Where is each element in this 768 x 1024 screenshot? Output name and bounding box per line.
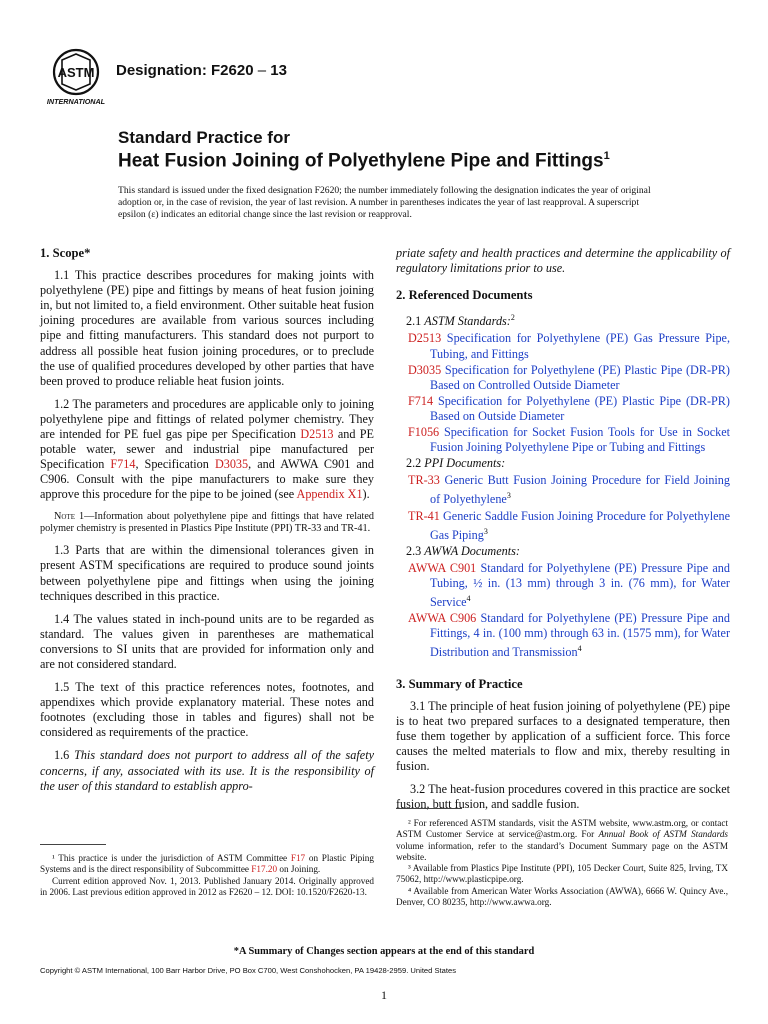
summary-of-changes-note: *A Summary of Changes section appears at the end of this standard [233, 946, 535, 957]
footnote-3: ³ Available from Plastics Pipe Institute (PPI), 105 Decker Court, Suite 825, Irving, TX 75062, http://www.plasticpipe.org. [396, 863, 728, 885]
footnote-marker: 2 [510, 313, 515, 323]
text-span: ² For referenced ASTM standards, visit the ASTM website, www.astm.org, or contact ASTM Customer Service at service@astm.org. For [396, 818, 728, 840]
text-span: 2.3 [406, 543, 425, 558]
section-heading-scope: 1. Scope* [40, 246, 91, 260]
subsection-awwa-documents [406, 544, 730, 559]
link-d2513[interactable]: D2513 [300, 427, 334, 442]
reference-item [408, 425, 730, 455]
footnote-marker: 3 [506, 491, 511, 501]
intro-paragraph: This standard is issued under the fixed designation F2620; the number immediately following the designation indicates the year of original adoption or, in the case of revision, the year of last revision. A number in parentheses indicates the year of last reapproval. A superscript epsilon (ε) indicates an editorial change since the last revision or reapproval. [118, 185, 651, 220]
reference-code-link[interactable]: AWWA C901 [408, 560, 477, 575]
footnote-1-edition: Current edition approved Nov. 1, 2013. Published January 2014. Originally approved in 2006. Last previous edition approved in 2012 as F2620 – 12. DOI: 10.1520/F2620-13. [40, 875, 374, 897]
section-heading-referenced-documents: 2. Referenced Documents [396, 288, 533, 303]
text-span-italic: This standard does not purport to address all of the safety concerns, if any, associated with its use. It is the responsibility of the user of this standard to establish appro- [40, 748, 374, 793]
text-span: on Plastic Piping Systems and is the direct responsibility of Subcommittee [40, 853, 374, 875]
subsection-ppi-documents [406, 456, 730, 471]
reference-item [408, 611, 730, 660]
text-span: ¹ This practice is under the jurisdiction of ASTM Committee [52, 853, 291, 863]
reference-code-link[interactable]: F714 [408, 393, 434, 408]
paragraph-3-1: 3.1 The principle of heat fusion joining of polyethylene (PE) pipe is to heat two prepared surfaces to a designated temperature, then fuse them together by application of a sufficient force. This force causes the melted materials to flow and mix, thereby resulting in fusion. [396, 698, 730, 774]
paragraph-1-5: 1.5 The text of this practice references notes, footnotes, and appendixes which provide explanatory material. These notes and footnotes (excluding those in tables and figures) shall not be considered as requirements of the practice. [40, 680, 374, 740]
footnote-marker: 4 [466, 594, 471, 604]
text-span: ). [362, 487, 370, 502]
awwa-reference-list [396, 561, 730, 661]
reference-title-link[interactable]: Standard for Polyethylene (PE) Pressure Pipe and Fittings, 4 in. (100 mm) through 63 in. (1575 mm), for Water Distribution and Transmission [430, 611, 730, 660]
ppi-reference-list [396, 473, 730, 543]
footnote-2 [396, 818, 728, 863]
designation-separator: – [253, 62, 271, 79]
reference-item [408, 394, 730, 424]
reference-item [408, 331, 730, 361]
footnote-marker: 4 [577, 644, 582, 654]
reference-title-link[interactable]: Specification for Polyethylene (PE) Plastic Pipe (DR-PR) Based on Outside Diameter [430, 393, 730, 423]
text-span-italic: AWWA Documents: [424, 543, 520, 558]
text-span: 2.2 [406, 456, 425, 471]
link-appendix-x1[interactable]: Appendix X1 [296, 487, 363, 502]
text-span: , Specification [135, 457, 215, 472]
text-span-italic: Annual Book of ASTM Standards [598, 829, 728, 840]
paragraph-1-1: 1.1 This practice describes procedures for making joints with polyethylene (PE) pipe and fittings by means of heat fusion joining in, but not limited to, a field environment. Other suitable heat fusion joining procedures are available from various sources including pipe and fitting manufacturers. This standard does not purport to address all possible heat fusion joining procedures, or to preclude the use of qualified procedures developed by other parties that have been proved to produce reliable heat fusion joints. [40, 268, 374, 388]
reference-title-link[interactable]: Generic Saddle Fusion Joining Procedure for Polyethylene Gas Piping [430, 508, 730, 542]
copyright-notice: Copyright © ASTM International, 100 Barr Harbor Drive, PO Box C700, West Conshohocken, PA 19428-2959. United States [40, 966, 457, 975]
paragraph-1-3: 1.3 Parts that are within the dimensional tolerances given in present ASTM specifications are required to produce sound joints between polyethylene pipe and fittings when using the joining techniques described in this practice. [40, 543, 374, 603]
reference-code-link[interactable]: TR-41 [408, 508, 440, 523]
astm-logo-icon [40, 44, 112, 106]
reference-item [408, 509, 730, 543]
reference-title-link[interactable]: Specification for Socket Fusion Tools for Use in Socket Fusion Joining Polyethylene Pipe or Tubing and Fittings [430, 425, 730, 455]
text-span: volume information, refer to the standard’s Document Summary page on the ASTM website. [396, 840, 728, 862]
astm-reference-list [396, 331, 730, 455]
link-d3035[interactable]: D3035 [214, 457, 249, 472]
text-span: on Joining. [277, 864, 321, 875]
note-label: Note [54, 510, 75, 522]
reference-code-link[interactable]: D3035 [408, 362, 442, 377]
text-span-italic: ASTM Standards: [424, 314, 511, 329]
title-block [118, 128, 718, 172]
footnote-divider [40, 844, 106, 845]
designation-label: Designation: F2620 [116, 62, 254, 79]
text-span-italic: PPI Documents: [424, 456, 506, 471]
reference-title-link[interactable]: Generic Butt Fusion Joining Procedure for Field Joining of Polyethylene [430, 473, 730, 507]
text-span: , and AWWA C901 and C906. Consult with the pipe manufacturers to make sure they approve this procedure for the pipe to be joined (see [40, 457, 374, 502]
title-line-1: Standard Practice for [118, 128, 290, 147]
logo-text-bottom: INTERNATIONAL [46, 97, 106, 106]
text-span: 1.6 [54, 748, 75, 763]
link-f714[interactable]: F714 [110, 457, 136, 472]
title-footnote-marker: 1 [603, 150, 610, 162]
reference-title-link[interactable]: Specification for Polyethylene (PE) Gas Pressure Pipe, Tubing, and Fittings [430, 331, 730, 361]
footnote-1 [40, 853, 374, 876]
text-span: 1.2 The parameters and procedures are applicable only to joining polyethylene pipe and fittings of related polymer chemistry. They are intended for PE fuel gas pipe per Specification [40, 396, 374, 442]
title-text: Heat Fusion Joining of Polyethylene Pipe and Fittings [118, 150, 604, 172]
reference-code-link[interactable]: AWWA C906 [408, 611, 477, 626]
paragraph-1-6 [40, 748, 374, 793]
text-span: and PE potable water, sewer and industrial pipe manufactured per Specification [40, 427, 374, 472]
reference-code-link[interactable]: D2513 [408, 331, 442, 346]
link-f17-20[interactable]: F17.20 [251, 864, 278, 875]
reference-code-link[interactable]: TR-33 [408, 473, 440, 488]
right-column [396, 246, 730, 820]
reference-item [408, 363, 730, 393]
page-number: 1 [381, 988, 387, 1002]
paragraph-3-2: 3.2 The heat-fusion procedures covered in this practice are socket fusion, butt fusion, and saddle fusion. [396, 782, 730, 812]
text-span: 2.1 [406, 314, 425, 329]
footnote-marker: 3 [483, 526, 488, 536]
link-f17[interactable]: F17 [290, 853, 306, 863]
page-title [118, 150, 718, 172]
footnote-4: ⁴ Available from American Water Works Association (AWWA), 6666 W. Quincy Ave., Denver, CO 80235, http://www.awwa.org. [396, 885, 728, 908]
paragraph-1-4: 1.4 The values stated in inch-pound units are to be regarded as standard. The values given in parentheses are mathematical conversions to SI units that are provided for information only and are not considered standard. [40, 611, 374, 671]
reference-code-link[interactable]: F1056 [408, 425, 440, 439]
reference-title-link[interactable]: Specification for Polyethylene (PE) Plastic Pipe (DR-PR) Based on Controlled Outside Diameter [430, 362, 730, 392]
left-column [40, 246, 374, 802]
note-text: 1—Information about polyethylene pipe and fittings that have related polymer chemistry is presented in Plastics Pipe Institute (PPI) TR-33 and TR-41. [40, 510, 374, 534]
right-footnotes [396, 818, 728, 908]
logo-text-top: ASTM [57, 65, 95, 80]
reference-title-link[interactable]: Standard for Polyethylene (PE) Pressure Pipe and Tubing, ½ in. (13 mm) through 3 in. (76 mm), for Water Service [430, 560, 730, 610]
footnote-divider [396, 808, 462, 809]
reference-item [408, 473, 730, 507]
note-1 [40, 511, 374, 536]
reference-item [408, 561, 730, 610]
left-footnotes [40, 853, 374, 898]
section-heading-summary: 3. Summary of Practice [396, 676, 523, 691]
paragraph-1-2 [40, 397, 374, 503]
paragraph-1-6-continued: priate safety and health practices and determine the applicability of regulatory limitations prior to use. [396, 246, 730, 276]
subsection-astm-standards [406, 310, 730, 329]
designation-year: 13 [270, 62, 287, 79]
designation [116, 62, 287, 79]
document-header [40, 44, 740, 114]
